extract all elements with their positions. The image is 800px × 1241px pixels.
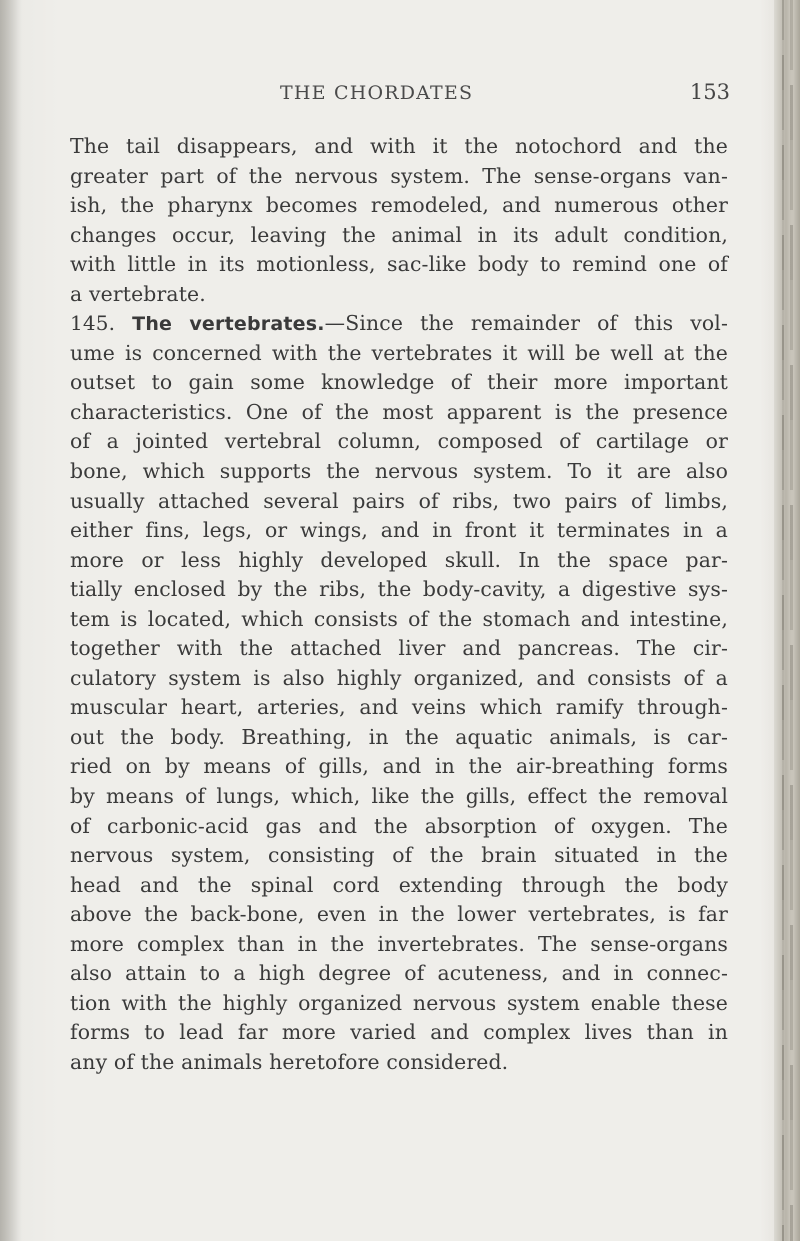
binding-shadow [0, 0, 22, 1241]
text-line: by means of lungs, which, like the gills, effect the removal [70, 784, 728, 809]
text-line: changes occur, leaving the animal in its adult condition, [70, 222, 728, 247]
running-head [70, 82, 730, 112]
page-edge-texture [774, 0, 800, 1241]
section-number: 145. [70, 311, 116, 336]
text-line: usually attached several pairs of ribs, two pairs of limbs, [70, 488, 728, 513]
text-line: culatory system is also highly organized, and consists of a [70, 665, 728, 690]
text-line: ish, the pharynx becomes remodeled, and numerous other [70, 193, 728, 218]
text-line: tem is located, which consists of the stomach and intestine, [70, 606, 728, 631]
running-title: THE CHORDATES [280, 82, 474, 104]
text-line: a vertebrate. [70, 281, 206, 306]
text-line: of carbonic-acid gas and the absorption of oxygen. The [70, 813, 728, 838]
text-line: greater part of the nervous system. The sense-organs van- [70, 163, 728, 188]
body-text [70, 132, 728, 1078]
text-line: ume is concerned with the vertebrates it will be well at the [70, 340, 728, 365]
page-number: 153 [689, 80, 730, 104]
text-line: more complex than in the invertebrates. The sense-organs [70, 931, 728, 956]
text-line: together with the attached liver and pancreas. The cir- [70, 636, 728, 661]
section-first-line-text: —Since the remainder of this vol- [324, 311, 729, 336]
text-line: nervous system, consisting of the brain situated in the [70, 843, 728, 868]
section-title: The vertebrates. [132, 313, 325, 336]
text-line: The tail disappears, and with it the notochord and the [70, 134, 728, 158]
text-line: either fins, legs, or wings, and in front it terminates in a [70, 518, 728, 543]
text-line: with little in its motionless, sac-like body to remind one of [70, 252, 728, 277]
text-line: muscular heart, arteries, and veins which ramify through- [70, 695, 728, 720]
text-line: tially enclosed by the ribs, the body-cavity, a digestive sys- [70, 577, 728, 602]
text-line: outset to gain some knowledge of their more important [70, 370, 728, 395]
text-line: more or less highly developed skull. In the space par- [70, 547, 728, 572]
text-line: forms to lead far more varied and complex lives than in [70, 1020, 728, 1045]
text-line: also attain to a high degree of acuteness, and in connec- [70, 961, 728, 986]
section-heading-line [70, 309, 728, 339]
text-line: head and the spinal cord extending through the body [70, 872, 728, 897]
text-line: tion with the highly organized nervous system enable these [70, 990, 728, 1015]
text-line: any of the animals heretofore considered. [70, 1049, 509, 1074]
text-line: above the back-bone, even in the lower vertebrates, is far [70, 902, 728, 927]
text-line: ried on by means of gills, and in the air-breathing forms [70, 754, 728, 779]
text-line: of a jointed vertebral column, composed of cartilage or [70, 429, 728, 454]
text-line: out the body. Breathing, in the aquatic animals, is car- [70, 724, 728, 749]
text-line: characteristics. One of the most apparent is the presence [70, 399, 728, 424]
text-line: bone, which supports the nervous system. To it are also [70, 459, 728, 484]
